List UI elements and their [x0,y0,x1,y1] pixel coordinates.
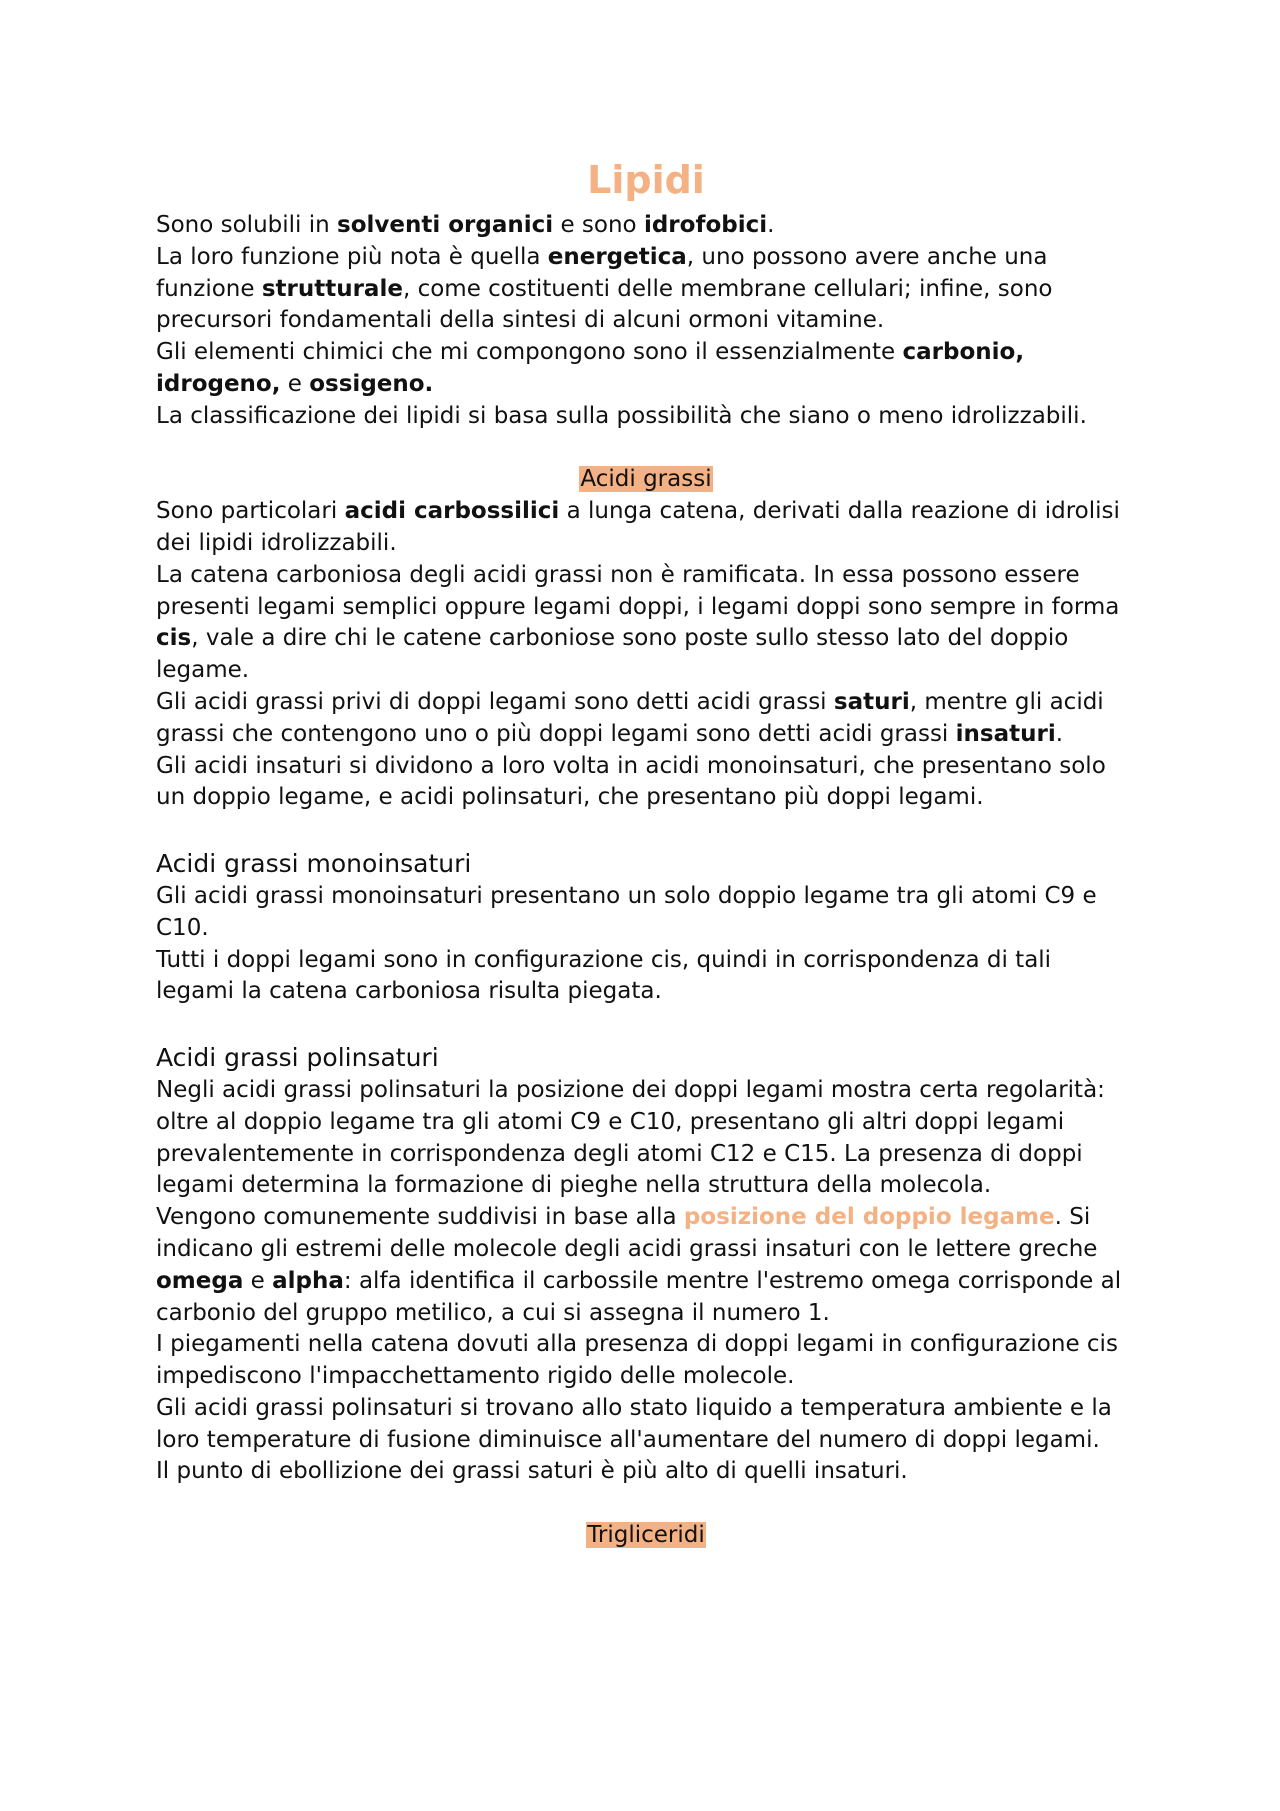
bold-term: insaturi [955,720,1056,747]
blank-line [156,1008,1136,1040]
acidi-grassi-paragraph-4: Gli acidi insaturi si dividono a loro volta in acidi monoinsaturi, che presentano solo un doppio legame, e acidi polinsaturi, che presentano più doppi legami. [156,752,1106,811]
highlighted-heading: Acidi grassi [580,466,712,493]
bold-term: carbonio, idrogeno, [156,339,1025,397]
blank-line [156,433,1136,465]
monoinsaturi-paragraph-1: Gli acidi grassi monoinsaturi presentano un solo doppio legame tra gli atomi C9 e C10. [156,882,1097,941]
acidi-grassi-paragraph-1: Sono particolari acidi carbossilici a lunga catena, derivati dalla reazione di idrolisi dei lipidi idrolizzabili. [156,498,1120,556]
monoinsaturi-section [156,847,1136,1008]
acidi-grassi-section [156,464,1136,814]
acidi-grassi-paragraph-2: La catena carboniosa degli acidi grassi non è ramificata. In essa possono essere presenti legami semplici oppure legami doppi, i legami doppi sono sempre in forma cis, vale a dire chi le catene carboniose sono poste sullo stesso lato del doppio legame. [156,561,1120,684]
section-heading-trigliceridi [156,1520,1136,1552]
polinsaturi-paragraph-5: Il punto di ebollizione dei grassi saturi è più alto di quelli insaturi. [156,1458,908,1485]
polinsaturi-paragraph-3: I piegamenti nella catena dovuti alla presenza di doppi legami in configurazione cis impediscono l'impacchettamento rigido delle molecole. [156,1331,1118,1390]
bold-term: solventi organici [337,212,554,238]
intro-paragraph-1: Sono solubili in solventi organici e sono idrofobici. [156,212,775,238]
monoinsaturi-paragraph-2: Tutti i doppi legami sono in configurazione cis, quindi in corrispondenza di tali legami la catena carboniosa risulta piegata. [156,946,1052,1005]
bold-term: acidi carbossilici [344,498,560,525]
bold-term: omega [156,1267,244,1294]
blank-line [156,814,1136,846]
bold-term: cis [156,625,192,652]
section-heading-polinsaturi: Acidi grassi polinsaturi [156,1042,439,1072]
bold-term: alpha [272,1267,344,1294]
blank-line [156,1488,1136,1520]
section-heading-monoinsaturi: Acidi grassi monoinsaturi [156,848,472,878]
highlighted-heading: Trigliceridi [587,1522,705,1549]
bold-term: idrofobici [643,212,768,238]
bold-term: ossigeno. [309,370,434,397]
polinsaturi-paragraph-2: Vengono comunemente suddivisi in base alla posizione del doppio legame. Si indicano gli estremi delle molecole degli acidi grassi insaturi con le lettere greche omega e alpha: alfa identifica il carbossile mentre l'estremo omega corrisponde al carbonio del gruppo metilico, a cui si assegna il numero 1. [156,1204,1122,1326]
intro-section [156,210,1136,433]
bold-term: saturi [833,688,910,715]
bold-term: strutturale [261,275,403,302]
intro-paragraph-2: La loro funzione più nota è quella energetica, uno possono avere anche una funzione strutturale, come costituenti delle membrane cellulari; infine, sono precursori fondamentali della sintesi di alcuni ormoni vitamine. [156,243,1053,334]
bold-term: energetica [547,243,687,270]
accent-term: posizione del doppio legame [683,1204,1055,1231]
polinsaturi-paragraph-4: Gli acidi grassi polinsaturi si trovano allo stato liquido a temperatura ambiente e la loro temperature di fusione diminuisce all'aumentare del numero di doppi legami. [156,1394,1112,1453]
intro-paragraph-3: Gli elementi chimici che mi compongono sono il essenzialmente carbonio, idrogeno, e ossigeno. [156,339,1025,397]
intro-paragraph-4: La classificazione dei lipidi si basa sulla possibilità che siano o meno idrolizzabili. [156,402,1087,429]
page-title: Lipidi [587,158,705,202]
acidi-grassi-paragraph-3: Gli acidi grassi privi di doppi legami sono detti acidi grassi saturi, mentre gli acidi grassi che contengono uno o più doppi legami sono detti acidi grassi insaturi. [156,688,1104,747]
trigliceridi-section [156,1520,1136,1552]
document-page [156,150,1136,1552]
polinsaturi-section [156,1041,1136,1488]
section-heading-acidi-grassi [156,464,1136,496]
polinsaturi-paragraph-1: Negli acidi grassi polinsaturi la posizione dei doppi legami mostra certa regolarità: oltre al doppio legame tra gli atomi C9 e C10, presentano gli altri doppi legami prevalentemente in corrispondenza degli atomi C12 e C15. La presenza di doppi legami determina la formazione di pieghe nella struttura della molecola. [156,1076,1105,1199]
